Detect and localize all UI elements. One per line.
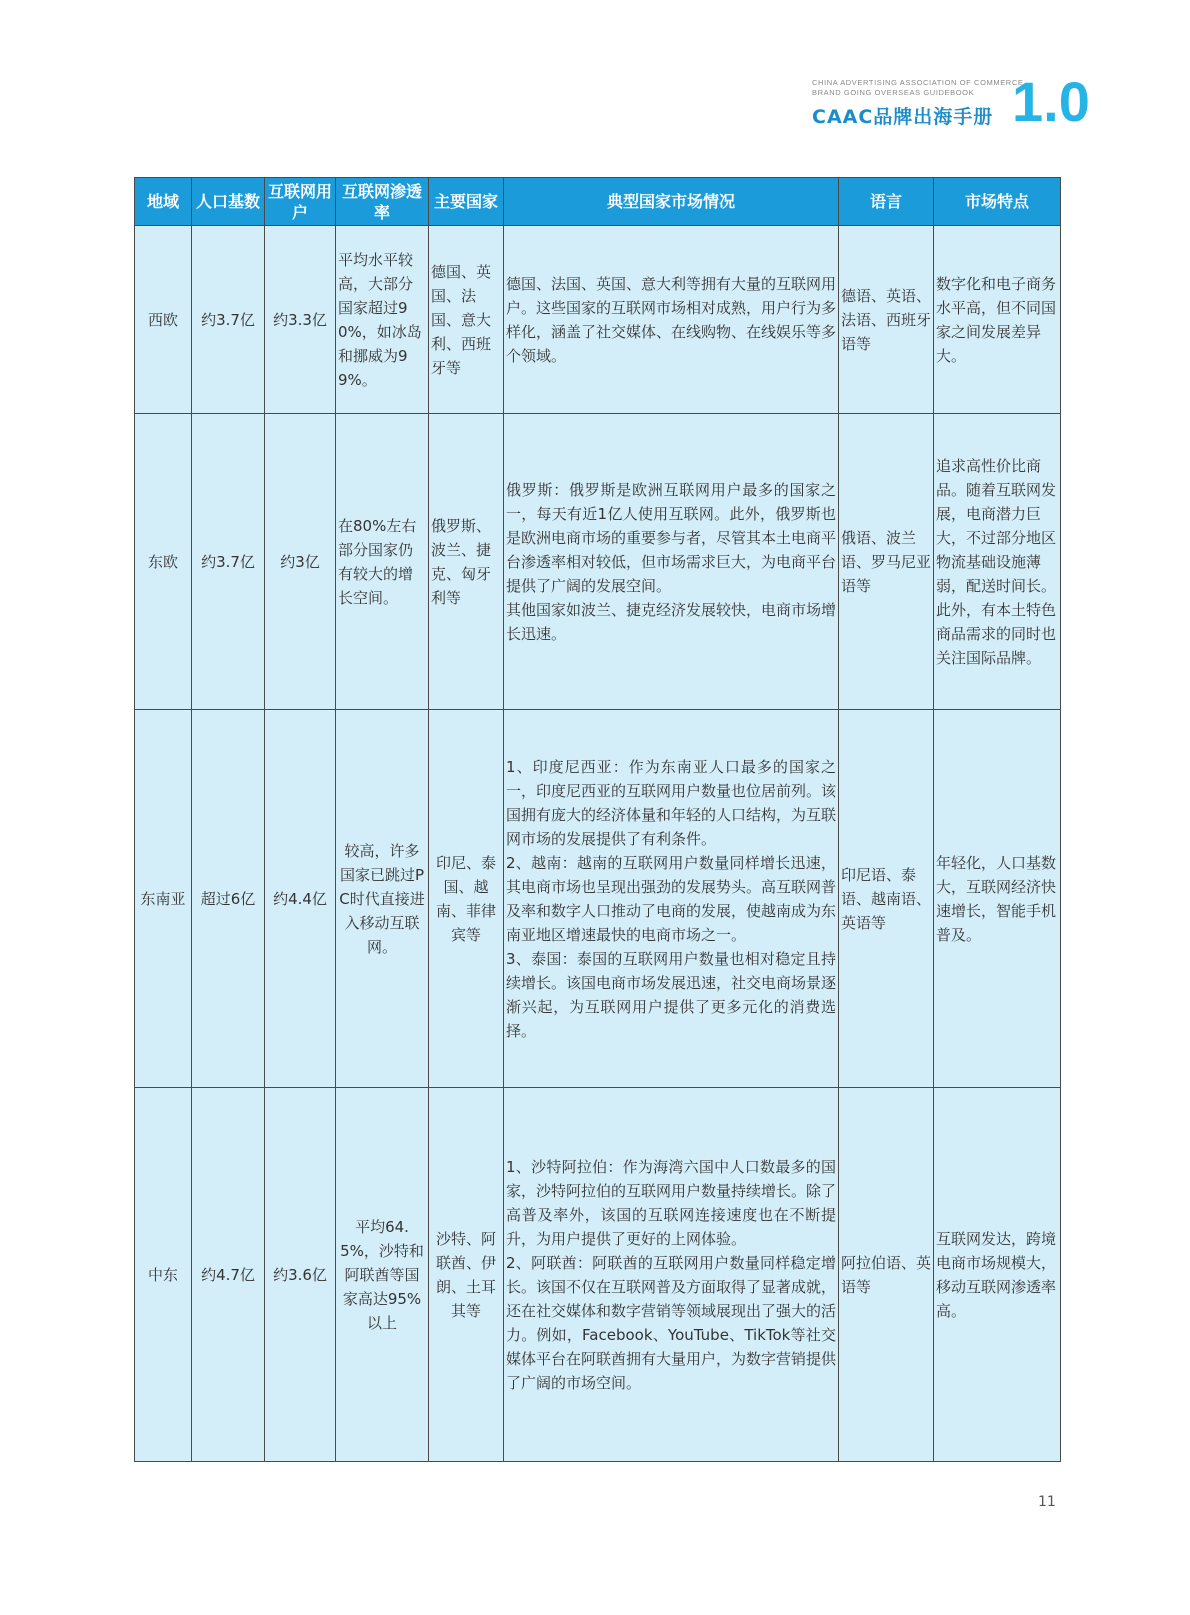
header-language: 语言	[839, 178, 934, 226]
market-paragraph: 1、印度尼西亚：作为东南亚人口最多的国家之一，印度尼西亚的互联网用户数量也位居前列。该国拥有庞大的经济体量和年轻的人口结构，为互联网市场的发展提供了有利条件。	[506, 757, 837, 848]
cell-region: 西欧	[135, 226, 192, 414]
header-market: 典型国家市场情况	[504, 178, 839, 226]
market-table	[134, 177, 1061, 1462]
cell-countries: 沙特、阿联酋、伊朗、土耳其等	[429, 1088, 504, 1462]
cell-users: 约3亿	[265, 414, 336, 710]
page-number: 11	[1038, 1494, 1056, 1510]
market-paragraph: 3、泰国：泰国的互联网用户数量也相对稳定且持续增长。该国电商市场发展迅速，社交电商场景逐渐兴起，为互联网用户提供了更多元化的消费选择。	[506, 949, 837, 1040]
table-row	[135, 1088, 1061, 1462]
cell-features: 互联网发达，跨境电商市场规模大，移动互联网渗透率高。	[934, 1088, 1061, 1462]
cell-penetration: 平均水平较高，大部分国家超过90%，如冰岛和挪威为99%。	[336, 226, 429, 414]
market-paragraph: 德国、法国、英国、意大利等拥有大量的互联网用户。这些国家的互联网市场相对成熟，用户行为多样化，涵盖了社交媒体、在线购物、在线娱乐等多个领域。	[506, 274, 837, 365]
header-english-line-2: BRAND GOING OVERSEAS GUIDEBOOK	[812, 88, 975, 97]
cell-population: 约3.7亿	[192, 226, 265, 414]
market-paragraph: 俄罗斯：俄罗斯是欧洲互联网用户最多的国家之一，每天有近1亿人使用互联网。此外，俄罗斯也是欧洲电商市场的重要参与者，尽管其本土电商平台渗透率相对较低，但市场需求巨大，为电商平台提供了广阔的发展空间。	[506, 480, 837, 595]
cell-users: 约3.6亿	[265, 1088, 336, 1462]
cell-language: 印尼语、泰语、越南语、英语等	[839, 710, 934, 1088]
cell-market	[504, 710, 839, 1088]
cell-users: 约3.3亿	[265, 226, 336, 414]
cell-language: 德语、英语、法语、西班牙语等	[839, 226, 934, 414]
cell-countries: 印尼、泰国、越南、菲律宾等	[429, 710, 504, 1088]
cell-language: 阿拉伯语、英语等	[839, 1088, 934, 1462]
header-title: CAAC品牌出海手册	[812, 106, 994, 128]
market-paragraph: 2、越南：越南的互联网用户数量同样增长迅速，其电商市场也呈现出强劲的发展势头。高互联网普及率和数字人口推动了电商的发展，使越南成为东南亚地区增速最快的电商市场之一。	[506, 853, 837, 944]
header-population: 人口基数	[192, 178, 265, 226]
cell-language: 俄语、波兰语、罗马尼亚语等	[839, 414, 934, 710]
cell-features: 数字化和电子商务水平高，但不同国家之间发展差异大。	[934, 226, 1061, 414]
header-region: 地域	[135, 178, 192, 226]
cell-countries: 俄罗斯、波兰、捷克、匈牙利等	[429, 414, 504, 710]
cell-market	[504, 226, 839, 414]
table-header-row	[135, 178, 1061, 226]
header-features: 市场特点	[934, 178, 1061, 226]
market-paragraph: 其他国家如波兰、捷克经济发展较快，电商市场增长迅速。	[506, 600, 837, 643]
market-paragraph: 2、阿联酋：阿联酋的互联网用户数量同样稳定增长。该国不仅在互联网普及方面取得了显著成就，还在社交媒体和数字营销等领域展现出了强大的活力。例如，Facebook、YouTube、TikTok等社交媒体平台在阿联酋拥有大量用户，为数字营销提供了广阔的市场空间。	[506, 1253, 837, 1392]
header-countries: 主要国家	[429, 178, 504, 226]
cell-population: 超过6亿	[192, 710, 265, 1088]
cell-features: 追求高性价比商品。随着互联网发展，电商潜力巨大，不过部分地区物流基础设施薄弱，配送时间长。此外，有本土特色商品需求的同时也关注国际品牌。	[934, 414, 1061, 710]
cell-market	[504, 414, 839, 710]
page-header	[812, 72, 1112, 132]
cell-countries: 德国、英国、法国、意大利、西班牙等	[429, 226, 504, 414]
table-row	[135, 226, 1061, 414]
cell-region: 中东	[135, 1088, 192, 1462]
header-internet-users: 互联网用户	[265, 178, 336, 226]
table-row	[135, 710, 1061, 1088]
cell-penetration: 在80%左右部分国家仍有较大的增长空间。	[336, 414, 429, 710]
cell-users: 约4.4亿	[265, 710, 336, 1088]
cell-population: 约4.7亿	[192, 1088, 265, 1462]
cell-population: 约3.7亿	[192, 414, 265, 710]
cell-region: 东欧	[135, 414, 192, 710]
table-row	[135, 414, 1061, 710]
header-version: 1.0	[1012, 70, 1090, 133]
cell-region: 东南亚	[135, 710, 192, 1088]
cell-penetration: 较高，许多国家已跳过PC时代直接进入移动互联网。	[336, 710, 429, 1088]
cell-penetration: 平均64.5%，沙特和阿联酋等国家高达95%以上	[336, 1088, 429, 1462]
cell-market	[504, 1088, 839, 1462]
header-english-line-1: CHINA ADVERTISING ASSOCIATION OF COMMERCE	[812, 78, 1024, 87]
cell-features: 年轻化，人口基数大，互联网经济快速增长，智能手机普及。	[934, 710, 1061, 1088]
header-penetration: 互联网渗透率	[336, 178, 429, 226]
market-paragraph: 1、沙特阿拉伯：作为海湾六国中人口数最多的国家，沙特阿拉伯的互联网用户数量持续增长。除了高普及率外，该国的互联网连接速度也在不断提升，为用户提供了更好的上网体验。	[506, 1157, 837, 1248]
